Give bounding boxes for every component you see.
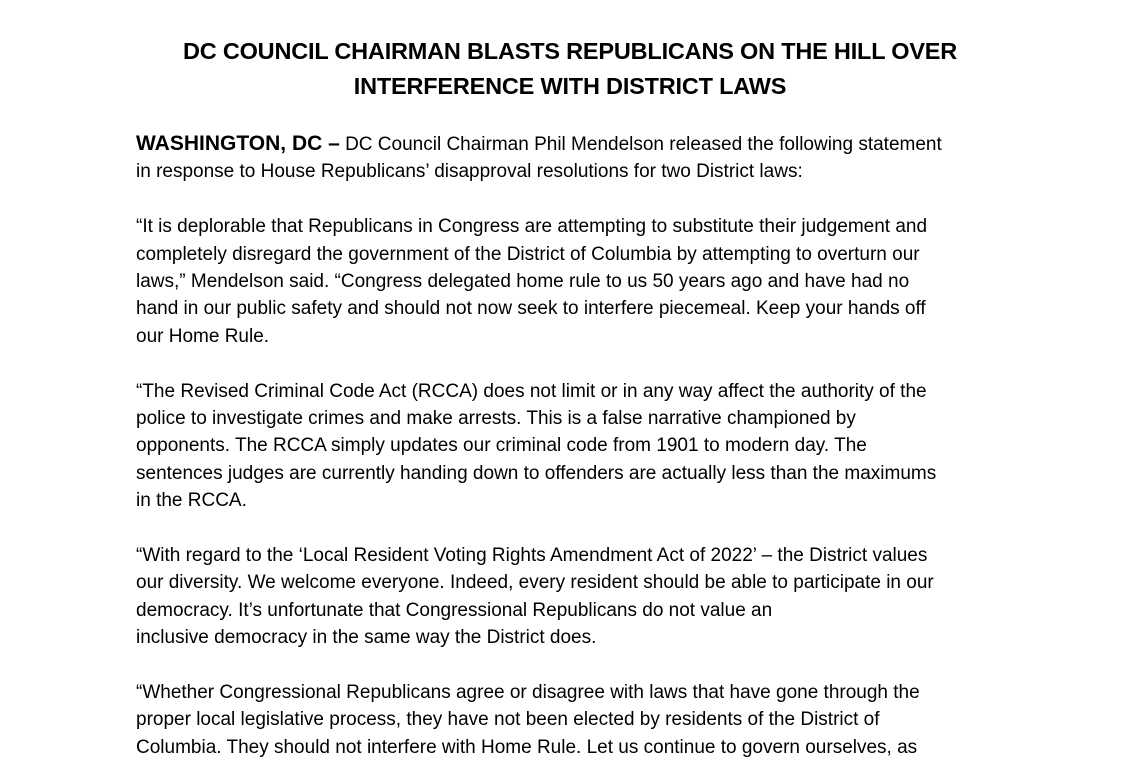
paragraph-line: our Home Rule. [136,325,270,347]
paragraph-voting-rights [136,542,1036,652]
headline-line: INTERFERENCE WITH DISTRICT LAWS [353,73,787,99]
paragraph-line: laws,” Mendelson said. “Congress delegated home rule to us 50 years ago and have had no [136,271,910,293]
headline [100,34,1040,104]
paragraph-line: “With regard to the ‘Local Resident Voting Rights Amendment Act of 2022’ – the District values [136,545,928,567]
press-release-body [136,130,1036,760]
paragraph-line: completely disregard the government of the District of Columbia by attempting to overturn our [136,243,920,265]
paragraph-line: hand in our public safety and should not now seek to interfere piecemeal. Keep your hands off [136,298,926,320]
paragraph-line: “The Revised Criminal Code Act (RCCA) does not limit or in any way affect the authority of the [136,380,927,402]
paragraph-intro [136,130,1036,186]
headline-line: DC COUNCIL CHAIRMAN BLASTS REPUBLICANS ON THE HILL OVER [182,38,958,64]
paragraph-line: sentences judges are currently handing down to offenders are actually less than the maximums [136,462,937,484]
paragraph-line: “It is deplorable that Republicans in Congress are attempting to substitute their judgement and [136,216,928,238]
paragraph-line [136,130,1036,158]
paragraph-line: Columbia. They should not interfere with Home Rule. Let us continue to govern ourselves, as [136,736,918,758]
paragraph-line: in the RCCA. [136,490,247,512]
paragraph-line: inclusive democracy in the same way the District does. [136,627,597,649]
paragraph-quote-deplorable [136,213,1036,350]
paragraph-line: in response to House Republicans’ disapproval resolutions for two District laws: [136,161,803,183]
paragraph-line: proper local legislative process, they have not been elected by residents of the District of [136,709,880,731]
dateline: WASHINGTON, DC – [136,132,340,155]
paragraph-line: police to investigate crimes and make arrests. This is a false narrative championed by [136,408,856,430]
paragraph-line: opponents. The RCCA simply updates our criminal code from 1901 to modern day. The [136,435,867,457]
paragraph-line: democracy. It’s unfortunate that Congressional Republicans do not value an [136,599,773,621]
intro-text: DC Council Chairman Phil Mendelson released the following statement [339,134,942,155]
paragraph-rcca [136,378,1036,515]
paragraph-line: “Whether Congressional Republicans agree or disagree with laws that have gone through the [136,682,920,704]
paragraph-line: our diversity. We welcome everyone. Indeed, every resident should be able to participate in our [136,572,934,594]
paragraph-home-rule [136,679,1036,760]
